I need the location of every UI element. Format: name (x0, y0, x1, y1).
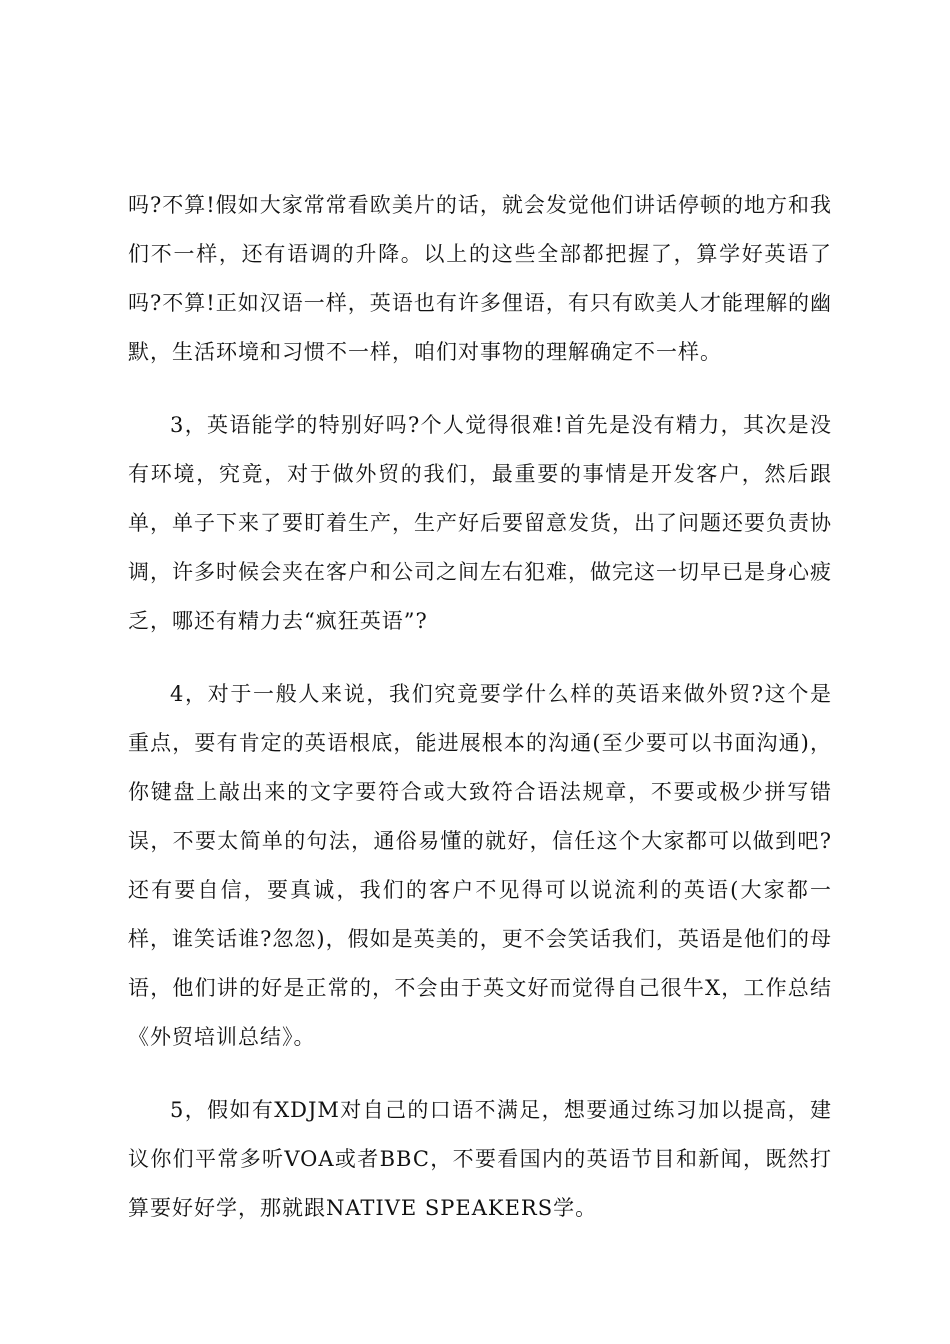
paragraph-continued: 吗?不算!假如大家常常看欧美片的话，就会发觉他们讲话停顿的地方和我们不一样，还有语调的升降。以上的这些全部都把握了，算学好英语了吗?不算!正如汉语一样，英语也有许多俚语，有只有欧美人才能理解的幽默，生活环境和习惯不一样，咱们对事物的理解确定不一样。 (128, 193, 832, 364)
paragraph-5: 5，假如有XDJM对自己的口语不满足，想要通过练习加以提高，建议你们平常多听VOA或者BBC，不要看国内的英语节目和新闻，既然打算要好好学，那就跟NATIVE SPEAKERS学。 (128, 1098, 832, 1220)
paragraph-4: 4，对于一般人来说，我们究竟要学什么样的英语来做外贸?这个是重点，要有肯定的英语根底，能进展根本的沟通(至少要可以书面沟通)，你键盘上敲出来的文字要符合或大致符合语法规章，不要或极少拼写错误，不要太简单的句法，通俗易懂的就好，信任这个大家都可以做到吧?还有要自信，要真诚，我们的客户不见得可以说流利的英语(大家都一样，谁笑话谁?忽忽)，假如是英美的，更不会笑话我们，英语是他们的母语，他们讲的好是正常的，不会由于英文好而觉得自己很牛X，工作总结《外贸培训总结》。 (128, 682, 832, 1049)
paragraph-3: 3，英语能学的特别好吗?个人觉得很难!首先是没有精力，其次是没有环境，究竟，对于做外贸的我们，最重要的事情是开发客户，然后跟单，单子下来了要盯着生产，生产好后要留意发货，出了问题还要负责协调，许多时候会夹在客户和公司之间左右犯难，做完这一切早已是身心疲乏，哪还有精力去“疯狂英语”? (128, 413, 832, 633)
document-body (128, 181, 832, 1257)
